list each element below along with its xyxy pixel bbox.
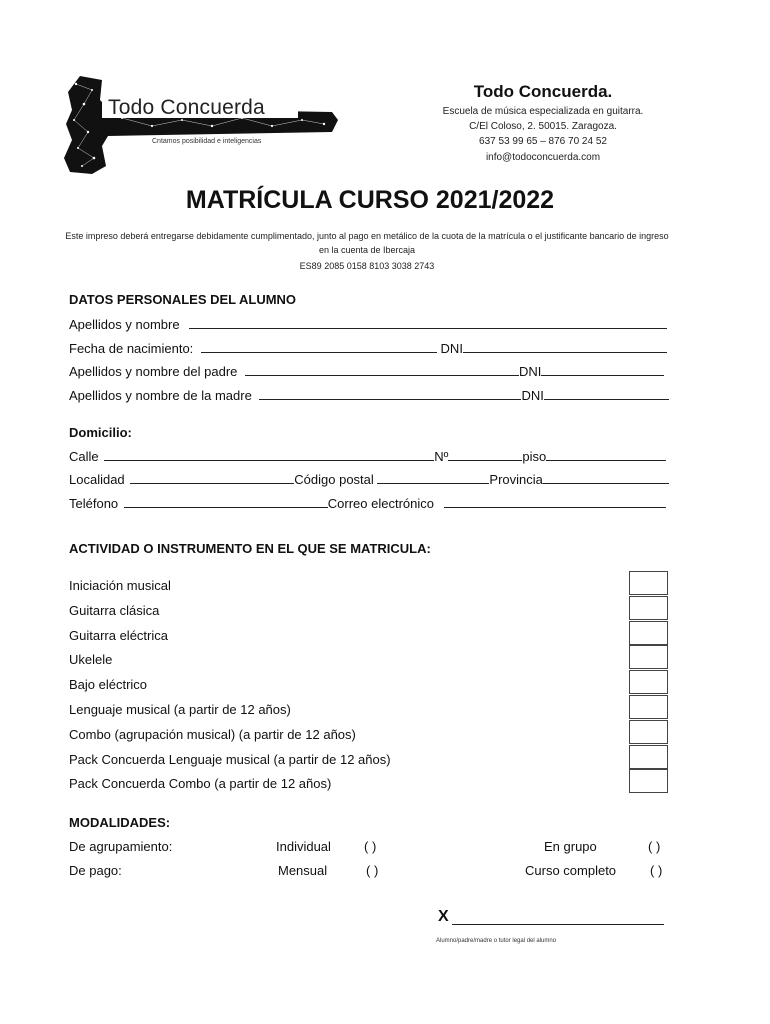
activity-label: Guitarra eléctrica — [69, 627, 168, 643]
bank-account: ES89 2085 0158 8103 3038 2743 — [299, 261, 435, 271]
activity-checkbox[interactable] — [629, 645, 668, 669]
monthly-check[interactable]: ( ) — [366, 863, 379, 878]
activity-label: Lenguaje musical (a partir de 12 años) — [69, 702, 291, 717]
personal-data-heading: DATOS PERSONALES DEL ALUMNO — [69, 292, 297, 307]
city-row — [69, 470, 670, 488]
postal-field[interactable] — [377, 470, 489, 484]
signature-mark: X — [438, 908, 449, 925]
mother-row — [69, 386, 670, 404]
activity-checkbox[interactable] — [629, 745, 668, 769]
activity-checkbox[interactable] — [629, 596, 668, 620]
activity-heading: ACTIVIDAD O INSTRUMENTO EN EL QUE SE MATRICULA: — [69, 541, 431, 556]
phone-label: Teléfono — [69, 496, 119, 511]
activity-label: Guitarra clásica — [69, 602, 160, 618]
activity-label: Pack Concuerda Combo (a partir de 12 años) — [69, 776, 332, 792]
activity-label: Combo (agrupación musical) (a partir de 12 años) — [69, 726, 356, 742]
father-row — [69, 362, 670, 380]
floor-field[interactable] — [546, 447, 666, 461]
individual-option: Individual — [276, 839, 331, 854]
individual-check[interactable]: ( ) — [364, 839, 377, 854]
logo-name: Todo Concuerda — [108, 96, 265, 119]
school-phones: 637 53 99 65 – 876 70 24 52 — [479, 136, 607, 147]
mother-dni-field[interactable] — [544, 386, 669, 400]
group-option: En grupo — [544, 839, 597, 854]
school-subtitle: Escuela de música especializada en guitarra. — [442, 106, 644, 117]
group-check[interactable]: ( ) — [648, 839, 661, 854]
logo-tagline: Cntamos posibilidad e inteligencias — [152, 138, 262, 145]
email-label: Correo electrónico — [327, 496, 434, 511]
father-dni-field[interactable] — [541, 362, 664, 376]
activity-label: Pack Concuerda Lenguaje musical (a partir de 12 años) — [69, 751, 391, 767]
street-label: Calle — [69, 449, 99, 464]
surname-field[interactable] — [189, 315, 667, 329]
activity-label: Iniciación musical — [69, 578, 171, 593]
mother-name-field[interactable] — [259, 386, 521, 400]
mother-dni-label: DNI — [521, 388, 544, 403]
signature-field[interactable] — [452, 924, 664, 925]
email-field[interactable] — [444, 494, 666, 508]
birth-date-field[interactable] — [201, 339, 437, 353]
father-dni-label: DNI — [519, 364, 542, 379]
province-field[interactable] — [543, 470, 669, 484]
mother-label: Apellidos y nombre de la madre — [69, 388, 252, 403]
surname-row — [69, 315, 670, 333]
monthly-option: Mensual — [278, 863, 328, 878]
school-logo — [62, 74, 340, 178]
father-name-field[interactable] — [245, 362, 519, 376]
activity-checkbox[interactable] — [629, 720, 668, 744]
activity-checkbox[interactable] — [629, 670, 668, 694]
full-course-option: Curso completo — [525, 863, 617, 878]
number-field[interactable] — [448, 447, 522, 461]
activity-checkbox[interactable] — [629, 769, 668, 793]
phone-field[interactable] — [124, 494, 328, 508]
activity-label: Ukelele — [69, 652, 113, 668]
number-label: Nº — [434, 449, 449, 464]
address-heading: Domicilio: — [69, 425, 132, 440]
activity-checkbox[interactable] — [629, 621, 668, 645]
school-address: C/El Coloso, 2. 50015. Zaragoza. — [469, 121, 617, 132]
city-label: Localidad — [69, 472, 125, 487]
city-field[interactable] — [130, 470, 294, 484]
activity-label: Bajo eléctrico — [69, 677, 148, 693]
street-row — [69, 447, 670, 465]
school-email: info@todoconcuerda.com — [485, 152, 601, 163]
floor-label: piso — [522, 449, 547, 464]
school-title: Todo Concuerda. — [473, 82, 613, 101]
activity-checkbox[interactable] — [629, 695, 668, 719]
phone-row — [69, 494, 670, 512]
birth-row — [69, 339, 670, 357]
grouping-label: De agrupamiento: — [69, 839, 173, 854]
surname-label: Apellidos y nombre — [69, 317, 180, 332]
payment-label: De pago: — [69, 863, 122, 878]
father-label: Apellidos y nombre del padre — [69, 364, 238, 379]
page-title: MATRÍCULA CURSO 2021/2022 — [185, 186, 555, 214]
street-field[interactable] — [104, 447, 434, 461]
activity-checkbox[interactable] — [629, 571, 668, 595]
full-course-check[interactable]: ( ) — [650, 863, 663, 878]
signature-caption: Alumno/padre/madre o tutor legal del alumno — [436, 938, 557, 944]
province-label: Provincia — [489, 472, 543, 487]
postal-label: Código postal — [294, 472, 374, 487]
guitar-silhouette — [64, 76, 338, 174]
dni-field[interactable] — [463, 339, 667, 353]
birth-label: Fecha de nacimiento: — [69, 341, 194, 356]
dni-label: DNI — [440, 341, 463, 356]
instructions-note: Este impreso deberá entregarse debidamente cumplimentado, junto al pago en metálico de la cuota de la matrícula o el justificante bancario de ingreso en la cuenta de Ibercaja — [65, 231, 669, 255]
modalities-heading: MODALIDADES: — [69, 815, 171, 830]
